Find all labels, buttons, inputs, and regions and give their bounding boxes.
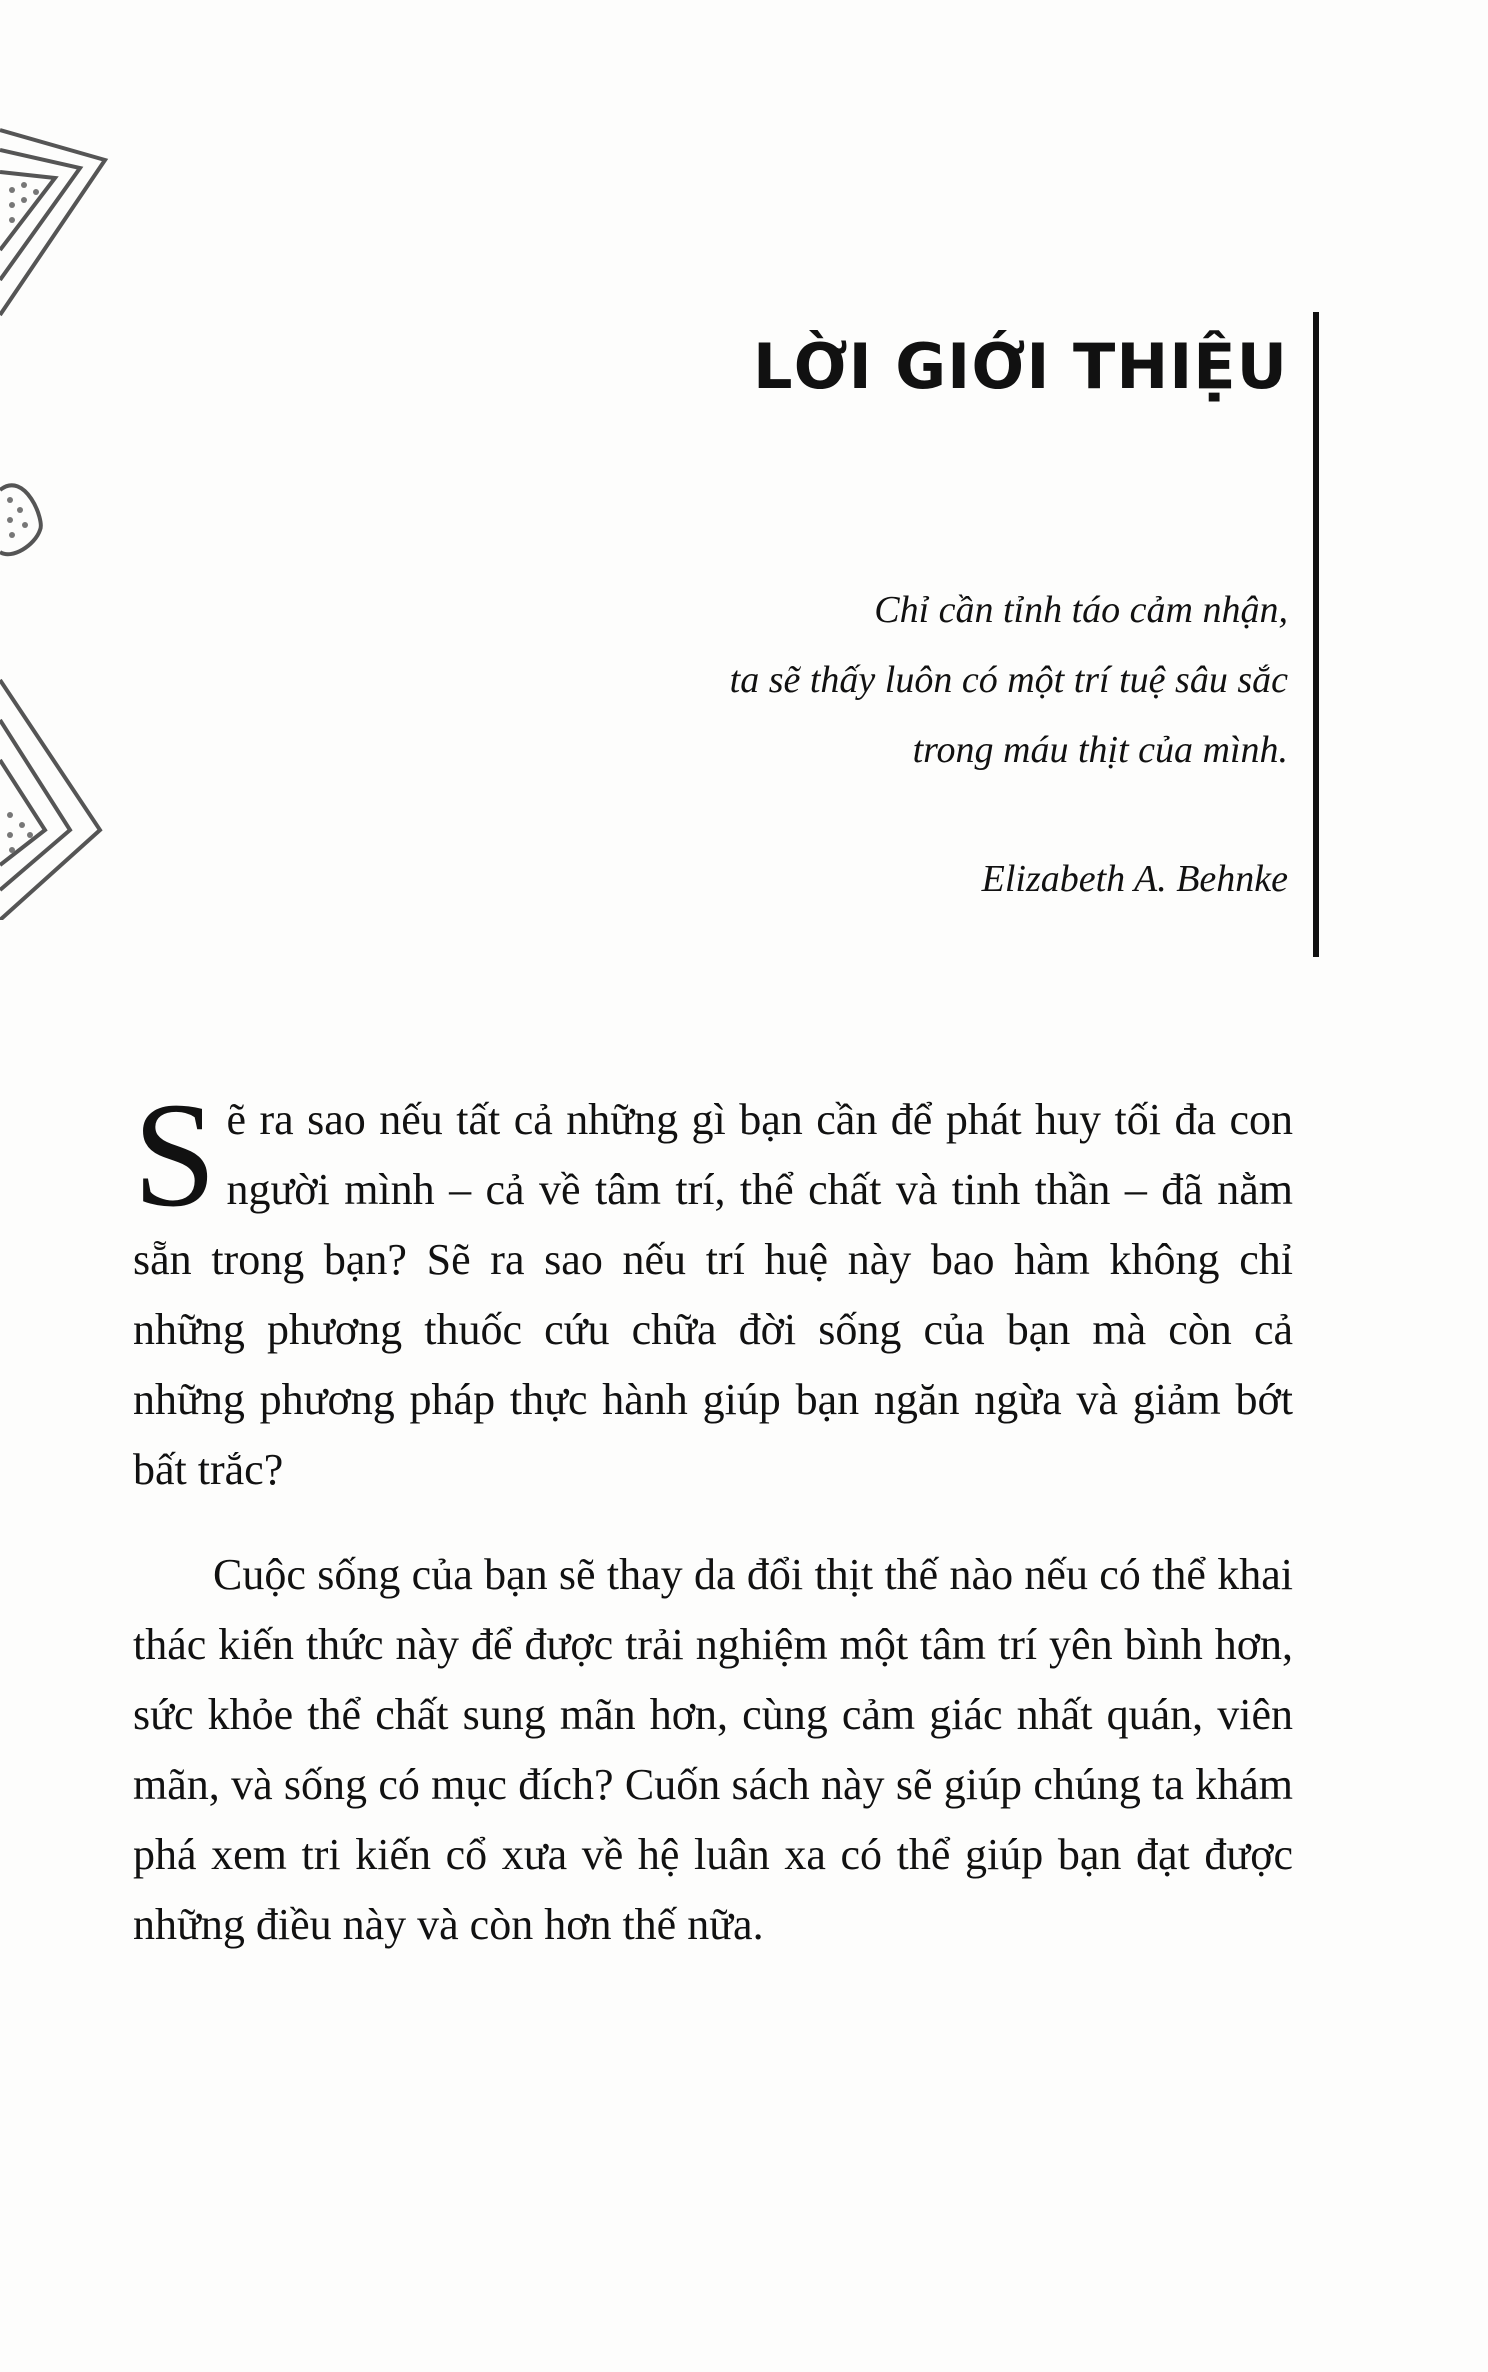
paragraph-1-text: ẽ ra sao nếu tất cả những gì bạn cần để phát huy tối đa con người mình – cả về tâm trí, thể chất và tinh thần – đã nằm sẵn trong bạn? Sẽ ra sao nếu trí huệ này bao hàm không chỉ những phương thuốc cứu chữa đời sống của bạn mà còn cả những phương pháp thực hành giúp bạn ngăn ngừa và giảm bớt bất trắc? bbox=[133, 1095, 1293, 1494]
drop-cap: S bbox=[133, 1072, 217, 1238]
chakra-ornament-icon bbox=[0, 0, 120, 920]
body-paragraph-1 bbox=[133, 1072, 1293, 1505]
epigraph-line: ta sẽ thấy luôn có một trí tuệ sâu sắc bbox=[729, 659, 1288, 701]
epigraph-line: Chỉ cần tỉnh táo cảm nhận, bbox=[874, 589, 1288, 631]
epigraph-quote bbox=[730, 575, 1288, 785]
chapter-title: LỜI GIỚI THIỆU bbox=[752, 330, 1288, 403]
epigraph-attribution: Elizabeth A. Behnke bbox=[981, 858, 1288, 900]
epigraph-line: trong máu thịt của mình. bbox=[912, 729, 1288, 771]
title-divider bbox=[1313, 312, 1319, 957]
body-paragraph-2: Cuộc sống của bạn sẽ thay da đổi thịt thế nào nếu có thể khai thác kiến thức này để được trải nghiệm một tâm trí yên bình hơn, sức khỏe thể chất sung mãn hơn, cùng cảm giác nhất quán, viên mãn, và sống có mục đích? Cuốn sách này sẽ giúp chúng ta khám phá xem tri kiến cổ xưa về hệ luân xa có thể giúp bạn đạt được những điều này và còn hơn thế nữa. bbox=[133, 1550, 1293, 1949]
